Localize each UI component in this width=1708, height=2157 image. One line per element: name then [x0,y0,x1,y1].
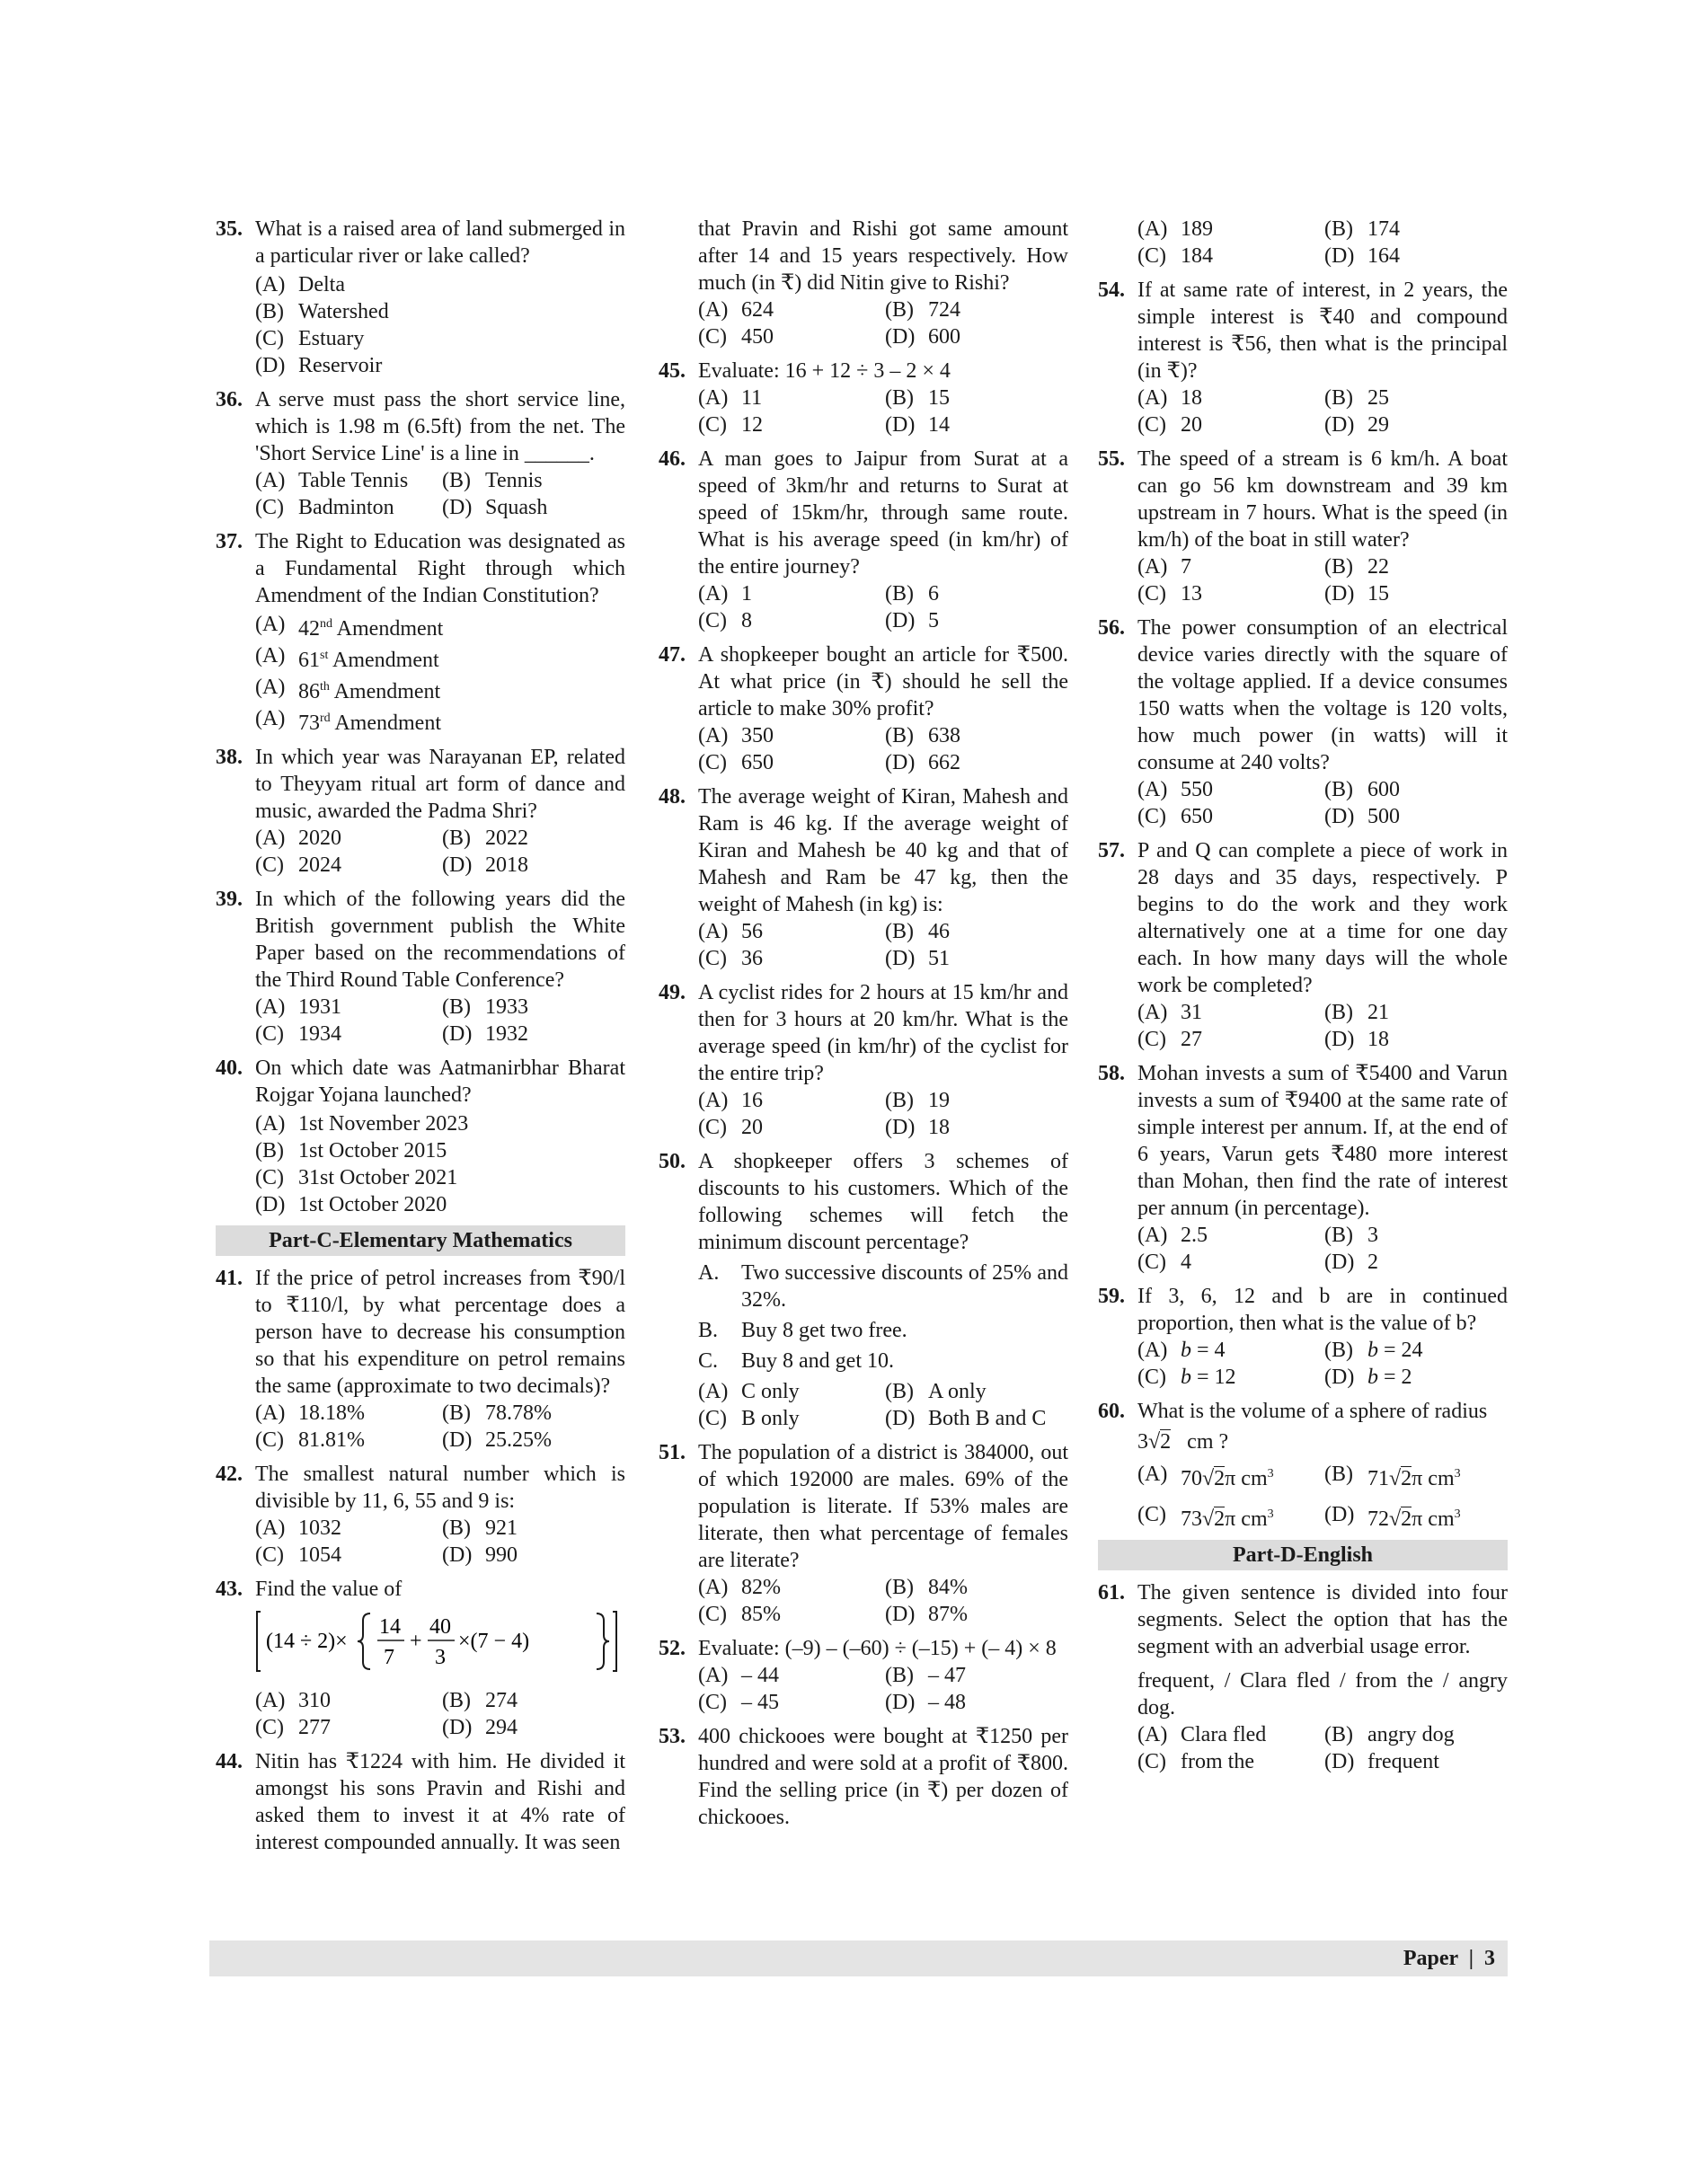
option-c[interactable]: (C) 12 [698,413,763,437]
option-b[interactable]: (A) 61st Amendment [255,644,439,672]
statements [698,1260,1068,1375]
option-a[interactable]: (A) 82% [698,1576,781,1599]
options-list [255,271,625,379]
option-b[interactable]: (B) 3 [1324,1224,1378,1247]
option-b[interactable]: (B) 1933 [442,995,528,1019]
option-d[interactable]: (D) 25.25% [442,1428,552,1452]
option-a[interactable]: (A) 31 [1137,1001,1202,1024]
question-60 [1098,1398,1508,1533]
question-number: 46. [659,447,686,471]
question-40 [216,1055,625,1218]
question-53-options [1098,216,1508,270]
question-59 [1098,1283,1508,1391]
options-grid [1137,999,1508,1053]
question-text: In which year was Narayanan EP, related to Theyyam ritual art form of dance and music, awarded the Padma Shri? [255,746,625,823]
question-text: If 3, 6, 12 and b are in continued proportion, then what is the value of b? [1137,1285,1508,1335]
math-plus: + [410,1630,422,1653]
option-a[interactable]: (A) 18.18% [255,1401,365,1425]
option-d[interactable]: (D) 2 [1324,1251,1378,1274]
question-text: If at same rate of interest, in 2 years, the simple interest is ₹40 and compound interest is ₹56, then what is the principal (in ₹)? [1137,278,1508,383]
sqrt-icon: √ [1389,1467,1402,1490]
question-number: 36. [216,388,243,411]
option-a[interactable]: (A) 310 [255,1689,331,1712]
option-b[interactable]: (B) 78.78% [442,1401,552,1425]
option-a[interactable]: (A) b = 4 [1137,1339,1226,1362]
options-grid [698,1574,1068,1628]
question-47 [659,641,1068,776]
options-grid [1137,1222,1508,1276]
left-brace [358,1613,370,1669]
option-a[interactable]: (A) 624 [698,298,774,322]
options-grid [1137,1337,1508,1391]
question-text: P and Q can complete a piece of work in 28 days and 35 days, respectively. P begins to do the work and they work alternatively one at a time for one day each. In how many days will the whole work be completed? [1137,839,1508,997]
fraction-2-denominator: 3 [435,1646,446,1669]
footer-bar [209,1940,1508,1976]
statement-c: C. Buy 8 and get 10. [698,1349,894,1373]
right-brace [597,1613,609,1669]
question-58 [1098,1060,1508,1276]
sqrt-icon: √ [1389,1507,1402,1531]
option-d[interactable]: (D) 87% [885,1603,968,1626]
question-text: 400 chickooes were bought at ₹1250 per hundred and were sold at a profit of ₹800. Find the selling price (in ₹) per dozen of chickooes. [698,1725,1068,1829]
option-b[interactable]: (B) 921 [442,1516,518,1540]
option-c[interactable]: (C) 1054 [255,1543,341,1567]
option-d[interactable]: (D) Reservoir [255,354,383,377]
section-heading-part-d: Part-D-English [1098,1540,1508,1570]
option-b[interactable]: (B) Tennis [442,469,543,492]
option-d[interactable]: (D) 990 [442,1543,518,1567]
question-51 [659,1439,1068,1628]
question-text: What is a raised area of land submerged in a particular river or lake called? [255,217,625,268]
question-text: On which date was Aatmanirbhar Bharat Rojgar Yojana launched? [255,1056,625,1107]
question-text: Evaluate: (–9) – (–60) ÷ (–15) + (– 4) × 8 [698,1637,1057,1660]
option-a[interactable]: (A) 189 [1137,217,1213,241]
options-grid [255,1515,625,1569]
option-a[interactable]: (A) 2020 [255,827,341,850]
options-grid [1137,776,1508,830]
option-b[interactable]: (B) – 47 [885,1664,966,1687]
question-41 [216,1265,625,1454]
question-50 [659,1148,1068,1432]
question-text: A cyclist rides for 2 hours at 15 km/hr and then for 3 hours at 20 km/hr. What is the average speed (in km/hr) of the cyclist for the entire trip? [698,981,1068,1085]
option-d[interactable]: (D) 600 [885,325,960,349]
option-d[interactable]: (D) 29 [1324,413,1389,437]
option-d[interactable]: (D) frequent [1324,1750,1439,1773]
fraction-1-numerator: 14 [379,1615,401,1639]
option-c[interactable]: (C) 2024 [255,853,341,877]
options-grid [698,1087,1068,1141]
option-a[interactable]: (A) Delta [255,273,345,296]
options-grid [255,1400,625,1454]
math-expression [255,1608,625,1675]
options-grid [1137,385,1508,438]
question-text: The smallest natural number which is divisible by 11, 6, 55 and 9 is: [255,1463,625,1513]
option-c[interactable]: (A) 86th Amendment [255,676,441,703]
option-a[interactable]: (A) 1032 [255,1516,341,1540]
options-grid [698,580,1068,634]
option-c[interactable]: (C) 1934 [255,1022,341,1046]
sqrt-icon: √ [1202,1467,1215,1490]
question-42 [216,1461,625,1569]
option-b[interactable]: (B) A only [885,1380,987,1403]
option-d[interactable]: (D) b = 2 [1324,1366,1412,1389]
option-a[interactable]: (A) 7 [1137,555,1191,579]
sqrt-icon: √ [1148,1430,1161,1454]
option-b[interactable]: (B) 1st October 2015 [255,1139,447,1162]
question-text: The power consumption of an electrical device varies directly with the square of the voltage applied. If a device consumes 150 watts when the voltage is 120 volts, how much power (in watts) will it consume at 240 volts? [1137,616,1508,774]
option-c[interactable]: (C) – 45 [698,1691,779,1714]
option-b[interactable]: (B) 6 [885,582,939,606]
option-b[interactable]: (B) 638 [885,724,960,747]
fraction-1-denominator: 7 [384,1646,394,1669]
option-c[interactable]: (C) 450 [698,325,774,349]
question-number: 57. [1098,839,1125,862]
option-c[interactable]: (C) 81.81% [255,1428,365,1452]
math-part-7: ×(7 − 4) [458,1630,530,1653]
question-number: 60. [1098,1400,1125,1423]
option-c[interactable]: (C) B only [698,1407,800,1430]
question-49 [659,979,1068,1141]
option-b[interactable]: (B) 84% [885,1576,968,1599]
question-number: 38. [216,746,243,769]
options-grid [255,825,625,879]
options-list [255,1110,625,1218]
question-text: The given sentence is divided into four segments. Select the option that has the segment with an adverbial usage error. [1137,1581,1508,1658]
option-b[interactable]: (B) 25 [1324,386,1389,410]
left-bracket [257,1612,261,1671]
question-text: Find the value of [255,1578,403,1601]
question-number: 41. [216,1267,243,1290]
option-d[interactable]: (D) 164 [1324,244,1400,268]
column-1 [216,216,625,1863]
option-d[interactable]: (D) 1932 [442,1022,528,1046]
question-number: 51. [659,1441,686,1464]
option-c[interactable]: (C) 20 [698,1116,763,1139]
section-heading-part-c: Part-C-Elementary Mathematics [216,1225,625,1256]
question-text: A serve must pass the short service line, which is 1.98 m (6.5ft) from the net. The 'Short Service Line' is a line in ______. [255,388,625,465]
question-number: 43. [216,1578,243,1601]
question-number: 39. [216,888,243,911]
question-48 [659,783,1068,972]
option-b[interactable]: (B) b = 24 [1324,1339,1423,1362]
page-footer: Paper | 3 [1403,1947,1495,1970]
options-grid [1137,216,1508,270]
option-a[interactable]: (A) 11 [698,386,763,410]
option-b[interactable]: (B) Watershed [255,300,389,323]
question-38 [216,744,625,879]
question-text: A man goes to Jaipur from Surat at a speed of 3km/hr and returns to Surat at speed of 15km/hr, through same route. What is his average speed (in km/hr) of the entire journey? [698,447,1068,579]
question-39 [216,886,625,1048]
option-a[interactable]: (A) 56 [698,920,763,943]
option-a[interactable]: (A) 1931 [255,995,341,1019]
options-grid [698,296,1068,350]
question-text: A shopkeeper bought an article for ₹500. At what price (in ₹) should he sell the article to make 30% profit? [698,643,1068,720]
question-56 [1098,614,1508,830]
option-a[interactable]: (A) 70√2π $cm^3$ [1137,1463,1274,1490]
option-c[interactable]: (C) Badminton [255,496,394,519]
option-d[interactable]: (D) 662 [885,751,960,774]
question-text: The speed of a stream is 6 km/h. A boat can go 56 km downstream and 39 km upstream in 7 hours. What is the speed (in km/h) of the boat in still water? [1137,447,1508,552]
option-d[interactable]: (D) 18 [1324,1028,1389,1051]
option-d[interactable]: (D) 14 [885,413,950,437]
option-c[interactable]: (C) b = 12 [1137,1366,1236,1389]
option-c[interactable]: (C) 184 [1137,244,1213,268]
option-b[interactable]: (B) 19 [885,1089,950,1112]
option-b[interactable]: (B) 21 [1324,1001,1389,1024]
option-a[interactable]: (A) 550 [1137,778,1213,801]
option-d[interactable]: (A) 73rd Amendment [255,707,441,735]
question-43 [216,1576,625,1741]
question-text-continued: that Pravin and Rishi got same amount after 14 and 15 years respectively. How much (in ₹) did Nitin give to Rishi? [698,217,1068,295]
option-b[interactable]: (B) 15 [885,386,950,410]
math-expression-svg [255,1608,625,1675]
question-number: 48. [659,785,686,809]
option-a[interactable]: (A) Table Tennis [255,469,409,492]
question-text: A shopkeeper offers 3 schemes of discounts to his customers. Which of the following schemes will fetch the minimum discount percentage? [698,1150,1068,1254]
options-grid [698,918,1068,972]
options-grid [698,1378,1068,1432]
option-d[interactable]: (D) 5 [885,609,939,632]
option-c[interactable]: (C) 27 [1137,1028,1202,1051]
question-57 [1098,837,1508,1053]
question-number: 53. [659,1725,686,1748]
options-grid [255,1687,625,1741]
option-d[interactable]: (D) 2018 [442,853,528,877]
option-d[interactable]: (D) 294 [442,1716,518,1739]
question-number: 59. [1098,1285,1125,1308]
column-3 [1098,216,1508,1782]
question-number: 56. [1098,616,1125,640]
question-37 [216,528,625,737]
option-c[interactable]: (C) Estuary [255,327,365,350]
option-b[interactable]: (B) 274 [442,1689,518,1712]
options-grid [255,994,625,1048]
options-grid [1137,1721,1508,1775]
question-61 [1098,1579,1508,1775]
option-a[interactable]: (A) 1st November 2023 [255,1112,469,1136]
math-part-1: (14 ÷ 2)× [266,1630,348,1653]
option-c[interactable]: (C) 277 [255,1716,331,1739]
option-a[interactable]: (A) 350 [698,724,774,747]
option-d[interactable]: (D) 15 [1324,582,1389,606]
option-a[interactable]: (A) 2.5 [1137,1224,1208,1247]
question-46 [659,446,1068,634]
question-35 [216,216,625,379]
question-number: 61. [1098,1581,1125,1604]
options-grid [1137,553,1508,607]
option-b[interactable]: (B) 46 [885,920,950,943]
option-b[interactable]: (B) 22 [1324,555,1389,579]
option-d[interactable]: (D) 18 [885,1116,950,1139]
question-number: 54. [1098,278,1125,302]
radius-expression: 3√2 cm ? [1137,1430,1229,1454]
question-number: 37. [216,530,243,553]
option-d[interactable]: (D) Squash [442,496,548,519]
question-44-continued [659,216,1068,350]
question-36 [216,386,625,521]
option-c[interactable]: (C) 650 [1137,805,1213,828]
option-a[interactable]: (A) 18 [1137,386,1202,410]
option-a[interactable]: (A) 16 [698,1089,763,1112]
option-d[interactable]: (D) 1st October 2020 [255,1193,447,1216]
option-d[interactable]: (D) 72√2π $cm^3$ [1324,1503,1461,1531]
question-number: 40. [216,1056,243,1080]
question-45 [659,358,1068,438]
question-text: Nitin has ₹1224 with him. He divided it amongst his sons Pravin and Rishi and asked them to invest it at 4% rate of interest compounded annually. It was seen [255,1750,625,1854]
option-d[interactable]: (D) Both B and C [885,1407,1047,1430]
option-c[interactable]: (C) 650 [698,751,774,774]
option-a[interactable]: (A) – 44 [698,1664,779,1687]
option-a[interactable]: (A) Clara fled [1137,1723,1267,1746]
question-number: 52. [659,1637,686,1660]
options-grid [698,385,1068,438]
question-text: Evaluate: 16 + 12 ÷ 3 – 2 × 4 [698,359,951,383]
options-grid [255,467,625,521]
question-text: Mohan invests a sum of ₹5400 and Varun invests a sum of ₹9400 at the same rate of simple interest per annum. If, at the end of 6 years, Varun gets ₹480 more interest than Mohan, then find the rate of interest per annum (in percentage). [1137,1062,1508,1220]
question-text: The population of a district is 384000, out of which 192000 are males. 69% of the population is literate. If 53% males are literate, then what percentage of females are literate? [698,1441,1068,1572]
question-text: The Right to Education was designated as a Fundamental Right through which Amendment of the Indian Constitution? [255,530,625,607]
option-d[interactable]: (D) 51 [885,947,950,970]
option-c[interactable]: (C) 73√2π $cm^3$ [1137,1503,1274,1531]
option-a[interactable]: (A) 1 [698,582,752,606]
question-number: 42. [216,1463,243,1486]
option-c[interactable]: (C) 13 [1137,582,1202,606]
statement-b: B. Buy 8 get two free. [698,1319,907,1342]
option-d[interactable]: (D) – 48 [885,1691,966,1714]
option-c[interactable]: (C) 31st October 2021 [255,1166,458,1189]
option-c[interactable]: (C) 4 [1137,1251,1191,1274]
option-d[interactable]: (D) 500 [1324,805,1400,828]
right-bracket [613,1612,616,1671]
options-grid [698,722,1068,776]
question-52 [659,1635,1068,1716]
question-text: If the price of petrol increases from ₹90/l to ₹110/l, by what percentage does a person have to decrease his consumption so that his expenditure on petrol remains the same (approximate to two decimals)? [255,1267,625,1398]
question-number: 47. [659,643,686,667]
question-text: In which of the following years did the British government publish the White Paper based on the recommendations of the Third Round Table Conference? [255,888,625,992]
options-grid [698,1662,1068,1716]
question-sentence: frequent, / Clara fled / from the / angry dog. [1137,1669,1508,1719]
option-c[interactable]: (C) from the [1137,1750,1254,1773]
question-number: 45. [659,359,686,383]
question-number: 50. [659,1150,686,1173]
column-2 [659,216,1068,1838]
option-a[interactable]: (A) C only [698,1380,800,1403]
question-number: 44. [216,1750,243,1773]
sqrt-icon: √ [1202,1507,1215,1531]
option-b[interactable]: (B) 2022 [442,827,528,850]
question-number: 55. [1098,447,1125,471]
question-text: What is the volume of a sphere of radius [1137,1400,1488,1423]
options-grid [1137,1461,1508,1533]
fraction-2-numerator: 40 [429,1615,451,1639]
question-number: 58. [1098,1062,1125,1085]
question-54 [1098,277,1508,438]
option-c[interactable]: (C) 20 [1137,413,1202,437]
statement-a: A. Two successive discounts of 25% and 32%. [698,1261,1068,1312]
question-text: The average weight of Kiran, Mahesh and Ram is 46 kg. If the average weight of Kiran and Mahesh be 40 kg and that of Mahesh and Ram be 47 kg, then the weight of Mahesh (in kg) is: [698,785,1068,916]
option-a[interactable]: (A) 42nd Amendment [255,613,444,641]
option-b[interactable]: (B) 600 [1324,778,1400,801]
option-b[interactable]: (B) 174 [1324,217,1400,241]
question-53 [659,1723,1068,1831]
option-b[interactable]: (B) 724 [885,298,960,322]
option-c[interactable]: (C) 85% [698,1603,781,1626]
option-c[interactable]: (C) 36 [698,947,763,970]
options-list [255,611,625,737]
option-b[interactable]: (B) angry dog [1324,1723,1455,1746]
option-c[interactable]: (C) 8 [698,609,752,632]
question-44 [216,1748,625,1856]
question-number: 49. [659,981,686,1004]
option-b[interactable]: (B) 71√2π $cm^3$ [1324,1463,1461,1490]
question-number: 35. [216,217,243,241]
question-55 [1098,446,1508,607]
